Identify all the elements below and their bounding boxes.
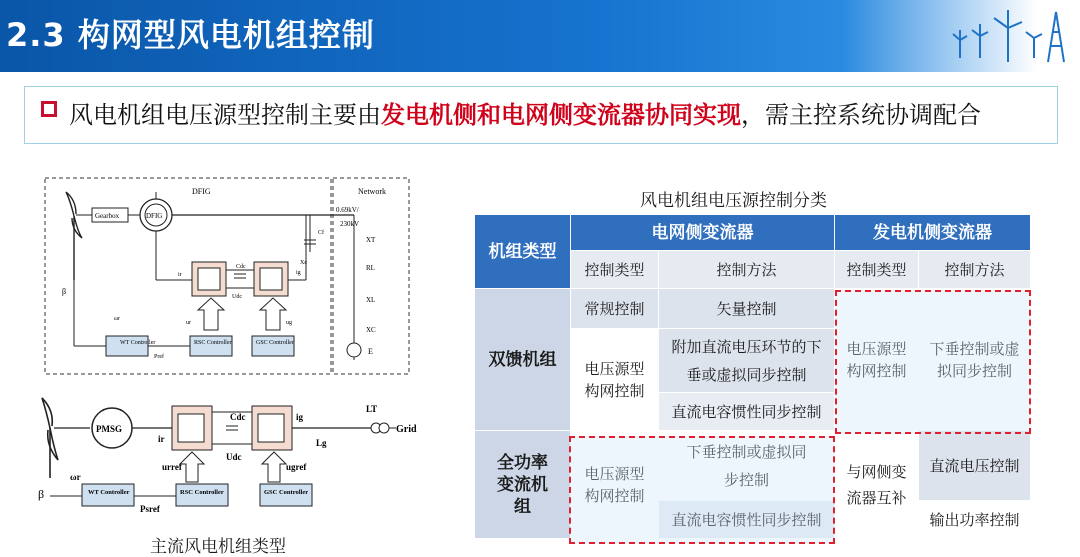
wind-turbine-icon-2 [42,398,58,478]
pmsg-udc-label: Udc [226,452,242,462]
fp-gen-m2: 输出功率控制 [919,501,1031,539]
wind-turbine-logo-icon [950,6,1068,66]
fp-gen-type: 与网侧变流器互补 [835,431,919,539]
wt-controller-label: WT Controller [120,340,156,346]
pref-label: Pref [154,354,164,360]
ig-label: ig [296,270,301,276]
sub-ctrl-method-2: 控制方法 [919,251,1031,289]
left-caption: 主流风电机组类型 [150,537,286,557]
bullet-box [24,86,1058,144]
fp-gen-m1: 直流电压控制 [919,431,1031,501]
highlight-box-full-power [569,436,835,544]
ug-label: ug [286,320,292,326]
cdc-label: Cdc [236,264,246,270]
voltage-label: 0.69kV/ [336,206,359,214]
page-title: 2.3 构网型风电机组控制 [6,16,375,54]
dfig-r1-method: 矢量控制 [659,289,835,329]
pmsg-rsc-controller-label: RSC Controller [180,489,224,496]
col-unit-type: 机组类型 [475,215,571,289]
wind-turbine-icon [66,192,82,280]
cf-label: Cf [318,230,324,236]
ir-label: ir [178,272,182,278]
dfig-group-label: 双馈机组 [475,289,571,431]
dfig-diagram [44,170,410,378]
dfig-title: DFIG [192,187,211,196]
dfig-r2-method: 附加直流电压环节的下垂或虚拟同步控制 [659,329,835,393]
pmsg-ig-label: ig [296,412,304,422]
sub-ctrl-type-2: 控制类型 [835,251,919,289]
xt-label: XT [366,236,376,244]
pmsg-psref-label: Psref [140,504,160,514]
bullet-text [69,95,981,130]
dfig-gen-type: 电压源型构网控制 [835,289,919,431]
highlight-box-dfig [835,290,1031,434]
sub-ctrl-method: 控制方法 [659,251,835,289]
dfig-r2-type: 电压源型构网控制 [571,329,659,431]
fp-r2-method: 直流电容惯性同步控制 [659,501,835,539]
bullet-prefix: 风电机组电压源型控制主要由 [69,101,381,129]
fp-r1-method: 下垂控制或虚拟同步控制 [659,431,835,501]
pmsg-cdc-label: Cdc [230,412,246,422]
network-label: Network [358,187,386,196]
table-title: 风电机组电压源控制分类 [640,191,827,211]
pmsg-lg-label: Lg [316,438,327,448]
fp-group-label: 全功率变流机组 [475,431,571,539]
xc-small-label: Xc [300,260,307,266]
dfig-gen-method: 下垂控制或虚拟同步控制 [919,289,1031,431]
udc-label: Udc [232,294,242,300]
e-label: E [368,347,373,356]
pmsg-urref-label: urref [162,462,182,472]
beta-label: β [62,287,67,296]
pmsg-beta-label: β [38,487,45,501]
pmsg-wt-controller-label: WT Controller [88,489,130,496]
dfig-r3-method: 直流电容惯性同步控制 [659,393,835,431]
col-gen-side: 发电机侧变流器 [835,215,1031,251]
gearbox-label: Gearbox [95,212,120,220]
col-grid-side: 电网侧变流器 [571,215,835,251]
rl-label: RL [366,264,375,272]
xc-label: XC [366,326,376,334]
rsc-controller-label: RSC Controller [194,340,232,346]
pmsg-lt-label: LT [366,404,378,414]
square-bullet-icon [41,101,57,117]
fp-type: 电压源型构网控制 [571,431,659,539]
voltage-label-2: 230kV [340,220,360,228]
pmsg-gsc-controller-label: GSC Controller [264,489,309,496]
pmsg-omega-label: ωr [70,472,81,482]
omega-label: ωr [114,316,120,322]
bullet-suffix: ，需主控系统协调配合 [741,101,981,129]
ur-label: ur [186,320,191,326]
pmsg-generator-label: PMSG [96,424,122,434]
grid-label: Grid [396,424,417,435]
pmsg-ir-label: ir [158,434,165,444]
pmsg-diagram [30,388,435,518]
dfig-generator-label: DFIG [146,212,163,220]
pmsg-ugref-label: ugref [286,462,307,472]
gsc-controller-label: GSC Controller [256,340,294,346]
bullet-highlight: 发电机侧和电网侧变流器协同实现 [381,101,741,129]
xl-label: XL [366,296,376,304]
dfig-r1-type: 常规控制 [571,289,659,329]
sub-ctrl-type: 控制类型 [571,251,659,289]
